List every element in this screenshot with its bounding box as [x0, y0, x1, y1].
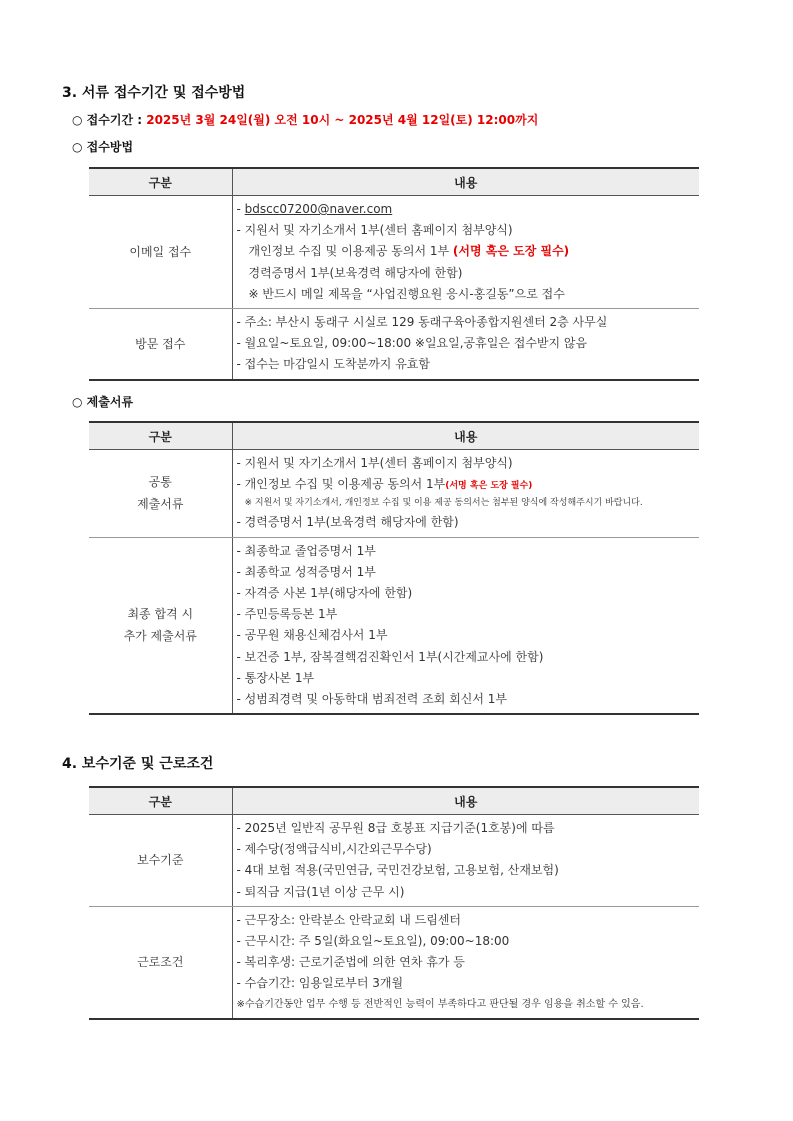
period-bullet-row	[72, 111, 538, 128]
period-label: 접수기간 :	[86, 113, 143, 127]
list-item: - 보건증 1부, 잠복결핵검진확인서 1부(시간제교사에 한함)	[236, 649, 544, 664]
list-item: 경력증명서 1부(보육경력 해당자에 한함)	[248, 265, 463, 280]
visit-content	[232, 308, 699, 379]
list-item: - 경력증명서 1부(보육경력 해당자에 한함)	[236, 515, 459, 530]
table-row	[89, 537, 699, 714]
header-content: 내용	[232, 422, 699, 450]
header-category: 구분	[89, 168, 232, 196]
category-final: 최종 합격 시 추가 제출서류	[89, 537, 232, 714]
table-row	[89, 450, 699, 538]
email-link[interactable]: bdscc07200@naver.com	[244, 202, 393, 216]
email-content: - bdscc07200@naver.com - 지원서 및 자기소개서 1부(센터 홈페이지 첨부양식) 개인정보 수집 및 이용제공 동의서 1부 (서명 혹은 도장 필수) 경력증명서 1부(보육경력 해당자에 한함) ※ 반드시 메일 제목을 “사업진행요원 응시-홍길동”으로 접수	[232, 196, 699, 309]
docs-label: 제출서류	[86, 395, 134, 409]
section-4-title: 4. 보수기준 및 근로조건	[62, 756, 214, 772]
header-content: 내용	[232, 787, 699, 815]
list-item: - 최종학교 졸업증명서 1부	[236, 543, 376, 558]
list-item: 개인정보 수집 및 이용제공 동의서 1부 (서명 혹은 도장 필수)	[248, 244, 570, 259]
list-item: - 개인정보 수집 및 이용제공 동의서 1부(서명 혹은 도장 필수)	[236, 477, 533, 492]
category-email: 이메일 접수	[89, 196, 232, 309]
list-item: - 복리후생: 근로기준법에 의한 연차 휴가 등	[236, 955, 465, 970]
docs-table	[89, 421, 699, 715]
circle-bullet-icon: ○	[72, 113, 83, 127]
category-visit: 방문 접수	[89, 308, 232, 379]
period-value: 2025년 3월 24일(월) 오전 10시 ~ 2025년 4월 12일(토) 12:00까지	[146, 113, 539, 127]
list-item: - 지원서 및 자기소개서 1부(센터 홈페이지 첨부양식)	[236, 223, 513, 238]
table-row	[89, 196, 699, 309]
list-item: - 성범죄경력 및 아동학대 범죄전력 조회 회신서 1부	[236, 691, 508, 706]
list-item: - 퇴직금 지급(1년 이상 근무 시)	[236, 884, 405, 899]
required-note: (서명 혹은 도장 필수)	[445, 481, 533, 492]
list-item: - 수습기간: 임용일로부터 3개월	[236, 976, 404, 991]
list-item: - 통장사본 1부	[236, 670, 315, 685]
circle-bullet-icon: ○	[72, 395, 83, 409]
section-3-title: 3. 서류 접수기간 및 접수방법	[62, 85, 246, 101]
list-item: - 지원서 및 자기소개서 1부(센터 홈페이지 첨부양식)	[236, 456, 513, 470]
category-common: 공통 제출서류	[89, 450, 232, 538]
docs-bullet-row	[72, 393, 133, 410]
required-note: (서명 혹은 도장 필수)	[452, 244, 570, 259]
pay-table	[89, 786, 699, 1020]
header-category: 구분	[89, 422, 232, 450]
category-work: 근로조건	[89, 906, 232, 1018]
header-category: 구분	[89, 787, 232, 815]
list-item: ※ 반드시 메일 제목을 “사업진행요원 응시-홍길동”으로 접수	[248, 286, 565, 301]
list-item: - 제수당(정액급식비,시간외근무수당)	[236, 842, 432, 857]
list-item: - 최종학교 성적증명서 1부	[236, 564, 376, 579]
final-content	[232, 537, 699, 714]
pay-content	[232, 815, 699, 907]
list-item: - 공무원 채용신체검사서 1부	[236, 628, 388, 643]
method-table	[89, 167, 699, 381]
list-item: - 주소: 부산시 동래구 시실로 129 동래구육아종합지원센터 2층 사무실	[236, 314, 608, 329]
category-pay: 보수기준	[89, 815, 232, 907]
work-content	[232, 906, 699, 1018]
table-row	[89, 815, 699, 907]
header-content: 내용	[232, 168, 699, 196]
list-item: - 근무시간: 주 5일(화요일~토요일), 09:00~18:00	[236, 933, 510, 948]
list-item: - 자격증 사본 1부(해당자에 한함)	[236, 585, 413, 600]
method-bullet-row	[72, 138, 133, 155]
list-item: - 근무장소: 안락분소 안락교회 내 드림센터	[236, 912, 462, 927]
probation-note: ※수습기간동안 업무 수행 등 전반적인 능력이 부족하다고 판단될 경우 임용을 취소할 수 있음.	[236, 998, 644, 1010]
form-note: ※ 지원서 및 자기소개서, 개인정보 수집 및 이용 제공 동의서는 첨부된 양식에 작성해주시기 바랍니다.	[244, 498, 643, 509]
list-item: - 접수는 마감일시 도착분까지 유효함	[236, 357, 430, 372]
list-item: - 주민등록등본 1부	[236, 607, 338, 622]
table-row	[89, 906, 699, 1018]
method-label: 접수방법	[86, 140, 134, 154]
list-item: - 월요일~토요일, 09:00~18:00 ※일요일,공휴일은 접수받지 않음	[236, 336, 588, 351]
common-content	[232, 450, 699, 538]
list-item: - 2025년 일반직 공무원 8급 호봉표 지급기준(1호봉)에 따름	[236, 821, 555, 835]
list-item: - 4대 보험 적용(국민연금, 국민건강보험, 고용보험, 산재보험)	[236, 863, 559, 878]
table-row	[89, 308, 699, 379]
circle-bullet-icon: ○	[72, 140, 83, 154]
